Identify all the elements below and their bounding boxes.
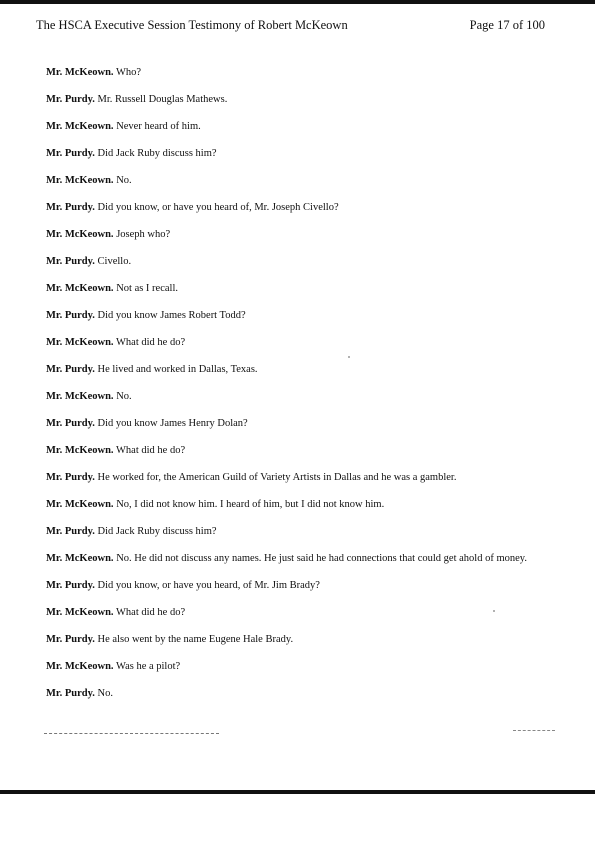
transcript-line [46, 120, 549, 133]
transcript-line [46, 174, 549, 187]
speaker-label: Mr. McKeown. [46, 607, 114, 618]
speaker-label: Mr. Purdy. [46, 472, 95, 483]
transcript-line [46, 525, 549, 538]
transcript-line [46, 498, 549, 511]
transcript-line [46, 579, 549, 592]
speaker-label: Mr. McKeown. [46, 229, 114, 240]
spoken-text: Did you know, or have you heard of, Mr. Joseph Civello? [97, 202, 339, 213]
speaker-label: Mr. Purdy. [46, 418, 95, 429]
spoken-text: He also went by the name Eugene Hale Brady. [97, 634, 294, 645]
transcript-line [46, 633, 549, 646]
spoken-text: Who? [116, 67, 142, 78]
spoken-text: Did you know, or have you heard, of Mr. Jim Brady? [97, 580, 320, 591]
transcript-line [46, 471, 549, 484]
spoken-text: No. [116, 391, 132, 402]
transcript-line [46, 552, 549, 565]
spoken-text: Civello. [97, 256, 132, 267]
transcript-line [46, 309, 549, 322]
transcript-line [46, 282, 549, 295]
speaker-label: Mr. Purdy. [46, 526, 95, 537]
spoken-text: Did you know James Robert Todd? [97, 310, 246, 321]
transcript-line [46, 444, 549, 457]
spoken-text: No. He did not discuss any names. He just said he had connections that could get ahold of money. [116, 553, 527, 564]
scan-speck [348, 356, 350, 358]
speaker-label: Mr. Purdy. [46, 634, 95, 645]
transcript-line [46, 417, 549, 430]
document-title: The HSCA Executive Session Testimony of Robert McKeown [36, 18, 348, 32]
transcript-line [46, 201, 549, 214]
transcript-line [46, 147, 549, 160]
scan-speck [493, 610, 495, 612]
spoken-text: He worked for, the American Guild of Variety Artists in Dallas and he was a gambler. [97, 472, 457, 483]
spoken-text: What did he do? [116, 607, 186, 618]
spoken-text: What did he do? [116, 337, 186, 348]
speaker-label: Mr. McKeown. [46, 175, 114, 186]
spoken-text: No. [97, 688, 113, 699]
speaker-label: Mr. Purdy. [46, 148, 95, 159]
transcript-line [46, 66, 549, 79]
spoken-text: Was he a pilot? [116, 661, 181, 672]
transcript-line [46, 687, 549, 700]
speaker-label: Mr. McKeown. [46, 283, 114, 294]
transcript-line [46, 660, 549, 673]
spoken-text: He lived and worked in Dallas, Texas. [97, 364, 258, 375]
spoken-text: Never heard of him. [116, 121, 201, 132]
speaker-label: Mr. Purdy. [46, 94, 95, 105]
spoken-text: Not as I recall. [116, 283, 178, 294]
spoken-text: Did Jack Ruby discuss him? [97, 148, 217, 159]
speaker-label: Mr. McKeown. [46, 391, 114, 402]
speaker-label: Mr. McKeown. [46, 661, 114, 672]
transcript-line [46, 336, 549, 349]
spoken-text: No. [116, 175, 132, 186]
transcript-line [46, 363, 549, 376]
transcript-line [46, 390, 549, 403]
bottom-border-rule [0, 790, 595, 794]
testimony-transcript [46, 66, 549, 714]
speaker-label: Mr. McKeown. [46, 67, 114, 78]
speaker-label: Mr. Purdy. [46, 202, 95, 213]
spoken-text: Did you know James Henry Dolan? [97, 418, 248, 429]
speaker-label: Mr. McKeown. [46, 337, 114, 348]
transcript-line [46, 606, 549, 619]
spoken-text: Did Jack Ruby discuss him? [97, 526, 217, 537]
speaker-label: Mr. Purdy. [46, 364, 95, 375]
speaker-label: Mr. Purdy. [46, 580, 95, 591]
transcript-line [46, 255, 549, 268]
speaker-label: Mr. Purdy. [46, 688, 95, 699]
spoken-text: No, I did not know him. I heard of him, but I did not know him. [116, 499, 385, 510]
scan-artifact-dashed-line [44, 733, 219, 734]
speaker-label: Mr. Purdy. [46, 256, 95, 267]
spoken-text: Joseph who? [116, 229, 171, 240]
speaker-label: Mr. McKeown. [46, 553, 114, 564]
page-number: Page 17 of 100 [469, 18, 545, 32]
speaker-label: Mr. McKeown. [46, 445, 114, 456]
transcript-line [46, 93, 549, 106]
spoken-text: What did he do? [116, 445, 186, 456]
speaker-label: Mr. Purdy. [46, 310, 95, 321]
spoken-text: Mr. Russell Douglas Mathews. [97, 94, 228, 105]
page-header [36, 18, 545, 36]
speaker-label: Mr. McKeown. [46, 499, 114, 510]
scan-artifact-dashed-line [513, 730, 555, 731]
speaker-label: Mr. McKeown. [46, 121, 114, 132]
top-border-rule [0, 0, 595, 4]
transcript-line [46, 228, 549, 241]
